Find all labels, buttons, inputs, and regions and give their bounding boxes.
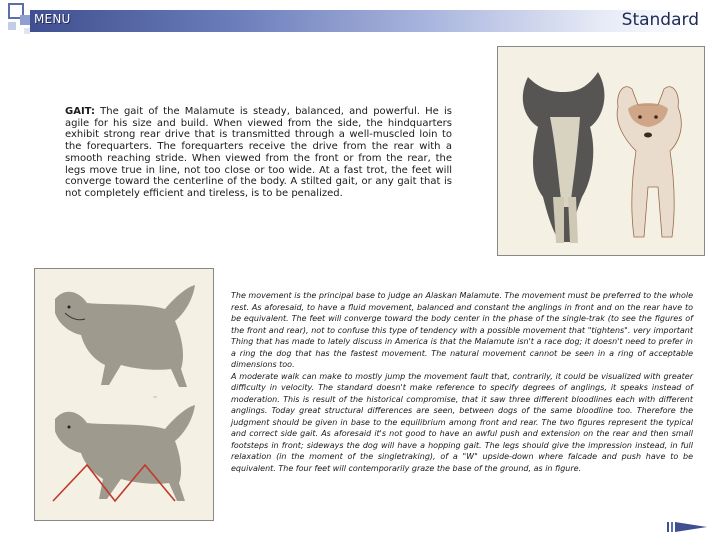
svg-text:~: ~ [153,395,158,401]
dog-sketch-side-gait [35,269,213,520]
gait-label: GAIT: [65,106,95,117]
movement-paragraph-1: The movement is the principal base to judge an Alaskan Malamute. The movement must be preferred to the whole rest. As aforesaid, to have a fluid movement, balanced and constant the anglings in front and on the rear have to be equivalent. The feet will converge toward the body center in the phase of the single-trak (to see the figures of the front and rear), not to confuse this type of tendency with a possible movement that "tightens". very important Thing that has made to lately discuss in America is that the Malamute isn't a race dog; it doesn't need to prefer in a ring the dog that has the fastest movement. The natural movement cannot be seen in a ring of acceptable dimensions too. [231,291,693,369]
menu-button[interactable]: MENU [34,12,71,26]
decor-square [20,15,30,25]
page-title: Standard [621,10,699,30]
next-arrow-icon[interactable] [665,519,711,535]
gait-text: The gait of the Malamute is steady, balanced, and powerful. He is agile for his size and build. When viewed from the side, the hindquarters exhibit strong rear drive that is transmitted through a well-muscled loin to the forequarters. The forequarters receive the drive from the rear with a smooth reaching stride. When viewed from the front or from the rear, the legs move true in line, not too close or too wide. At a fast trot, the feet will converge toward the centerline of the body. A stilted gait, or any gait that is not completely efficient and tireless, is to be penalized. [65,106,452,199]
decor-square [8,22,16,30]
dog-sketch-rear-front [498,47,704,255]
gait-paragraph [65,106,452,200]
header-bar [30,10,700,32]
movement-description [231,290,693,474]
sketch-front-rear-view [497,46,705,256]
sketch-side-gait [34,268,214,521]
movement-paragraph-2: A moderate walk can make to mostly jump the movement fault that, contrarily, it could be visualized with greater difficulty in velocity. The standard doesn't make reference to specify degrees of anglings, it speaks instead of moderation. This is result of the historical compromise, that it saw three different bloodlines each with different anglings. Today great structural differences are seen, between dogs of the same bloodline too. Therefore the judgment should be given in base to the equilibrium among front and rear. The two figures represent the typical and correct side gait. As aforesaid it's not good to have an awful push and extension on the rear and then small footsteps in front; sideways the dog will have a hopping gait. The legs should give the impression instead, in full relaxation (in the moment of the singletraking), of a "W" upside-down where falcade and push have to be equivalent. The four feet will contemporarily graze the base of the ground, as in figure. [231,371,693,473]
